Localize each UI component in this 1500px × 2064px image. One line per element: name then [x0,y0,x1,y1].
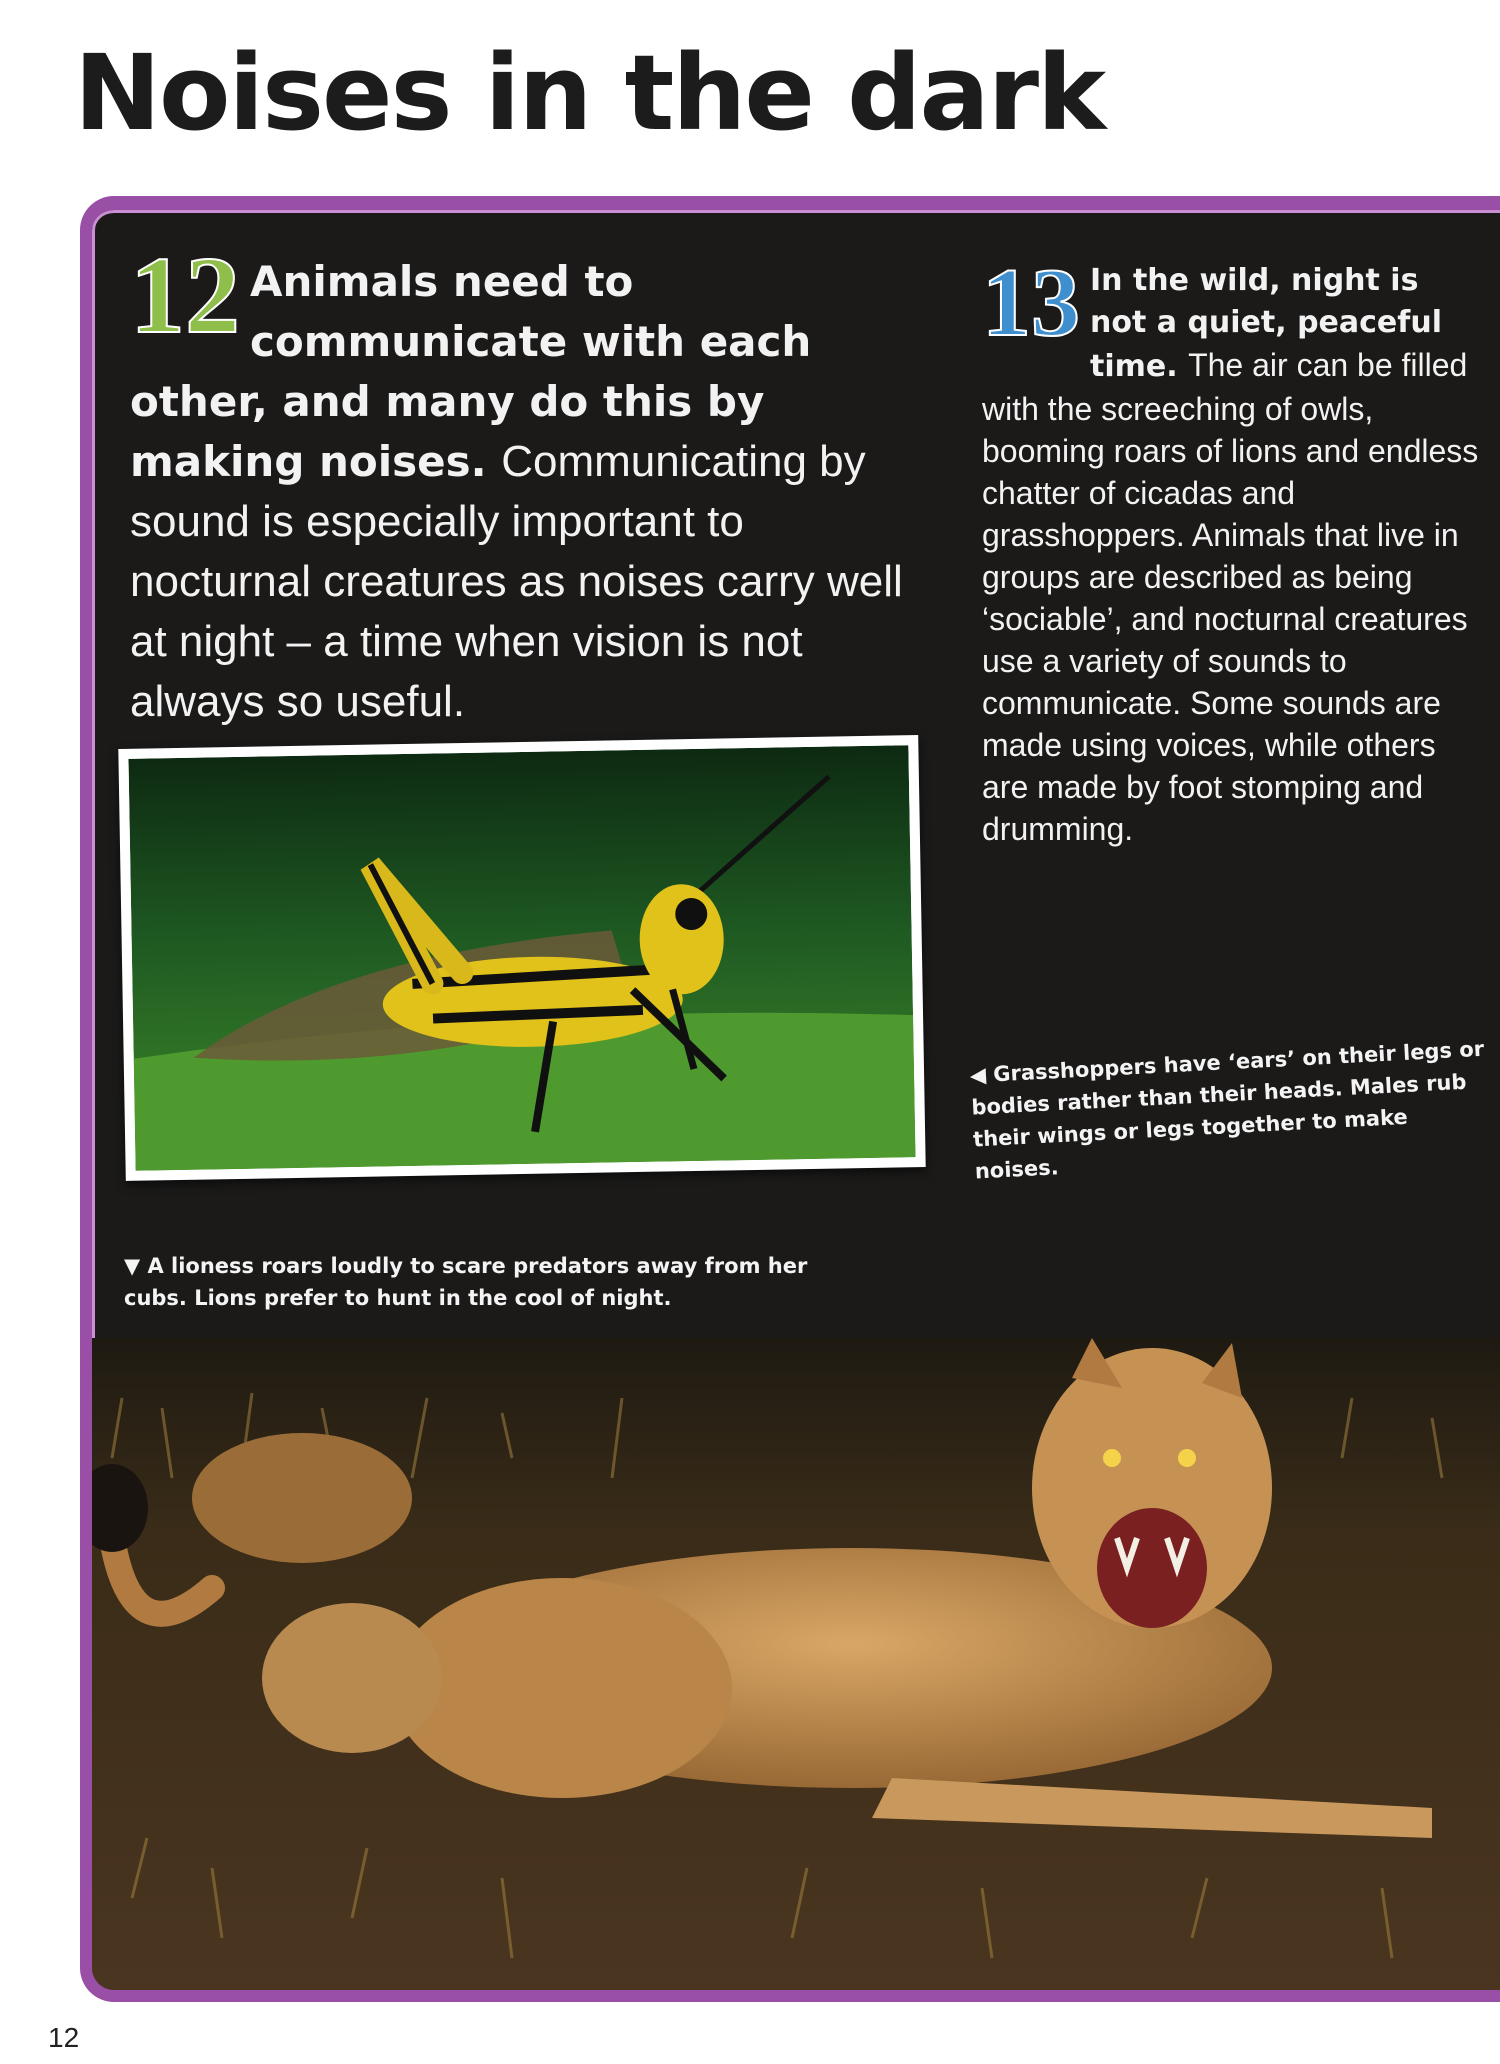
lioness-caption: ▼ A lioness roars loudly to scare predators away from her cubs. Lions prefer to hunt in the cool of night. [124,1254,808,1310]
page-number: 12 [48,2022,80,2053]
fact-12-body: Communicating by sound is especially important to nocturnal creatures as noises carry well at night – a time when vision is not always so useful. [130,437,903,726]
fact-13-body: The air can be filled with the screeching of owls, booming roars of lions and endless chatter of cicadas and grasshoppers. Animals that live in groups are described as being ‘sociable’, and nocturnal creatures use a variety of sounds to communicate. Some sounds are made using voices, while others are made by foot stomping and drumming. [982,347,1479,847]
lioness-with-cubs-photo [92,1338,1500,1990]
fact-12-lead: Animals need to communicate with each other, and many do this by making noises. [130,257,812,486]
fact-12 [130,234,910,732]
fact-13-lead: In the wild, night is not a quiet, peaceful time. [1090,263,1442,384]
grasshopper-photo [118,735,925,1181]
page-title: Noises in the dark [74,32,1105,154]
fact-13 [982,249,1482,850]
fact-13-number: 13 [982,249,1080,357]
content-panel [80,196,1500,2002]
grasshopper-illustration [128,745,915,1171]
grasshopper-caption: ◀ Grasshoppers have ‘ears’ on their legs or bodies rather than their heads. Males rub their wings or legs together to make noises. [969,1036,1485,1184]
fact-12-number: 12 [130,234,240,356]
